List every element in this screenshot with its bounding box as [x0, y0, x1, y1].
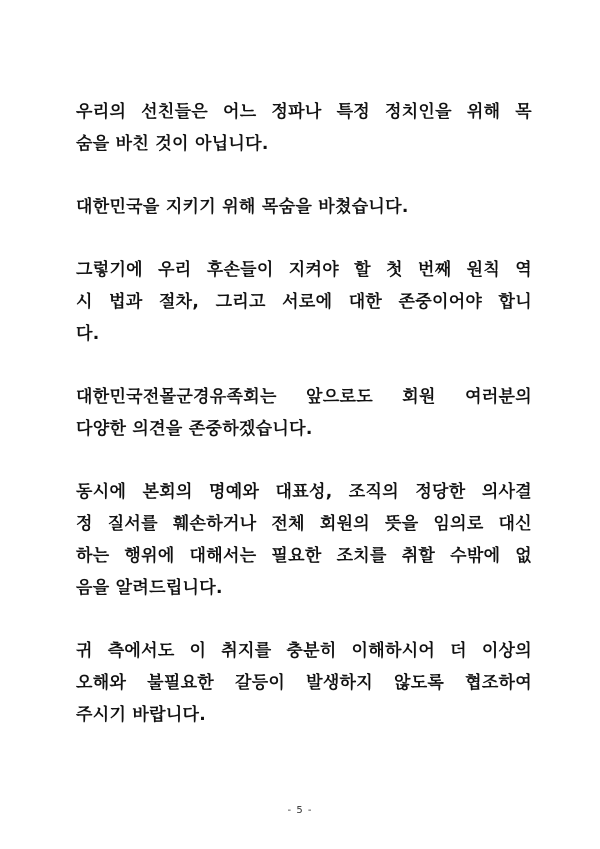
- text-line: 하는 행위에 대해서는 필요한 조치를 취할 수밖에 없: [76, 546, 532, 566]
- text-line: 대한민국을 지키기 위해 목숨을 바쳤습니다.: [76, 197, 409, 217]
- document-body: [76, 96, 532, 762]
- text-line: 그렇기에 우리 후손들이 지켜야 할 첫 번째 원칙 역: [76, 260, 532, 280]
- paragraph: [76, 381, 532, 445]
- paragraph: [76, 191, 532, 223]
- text-line: 동시에 본회의 명예와 대표성, 조직의 정당한 의사결: [76, 482, 532, 502]
- text-line: 다양한 의견을 존중하겠습니다.: [76, 419, 313, 439]
- text-line: 대한민국전몰군경유족회는 앞으로도 회원 여러분의: [76, 387, 532, 407]
- text-line: 시 법과 절차, 그리고 서로에 대한 존중이어야 합니: [76, 292, 532, 312]
- text-line: 주시기 바랍니다.: [76, 705, 207, 725]
- paragraph: [76, 254, 532, 350]
- text-line: 정 질서를 훼손하거나 전체 회원의 뜻을 임의로 대신: [76, 514, 532, 534]
- text-line: 다.: [76, 324, 100, 344]
- text-line: 숨을 바친 것이 아닙니다.: [76, 134, 269, 154]
- paragraph: [76, 476, 532, 604]
- text-line: 오해와 불필요한 갈등이 발생하지 않도록 협조하여: [76, 673, 532, 693]
- paragraph: [76, 96, 532, 160]
- text-line: 우리의 선친들은 어느 정파나 특정 정치인을 위해 목: [76, 102, 532, 122]
- text-line: 귀 측에서도 이 취지를 충분히 이해하시어 더 이상의: [76, 641, 532, 661]
- page-number: - 5 -: [287, 805, 313, 816]
- paragraph: [76, 635, 532, 731]
- text-line: 음을 알려드립니다.: [76, 578, 223, 598]
